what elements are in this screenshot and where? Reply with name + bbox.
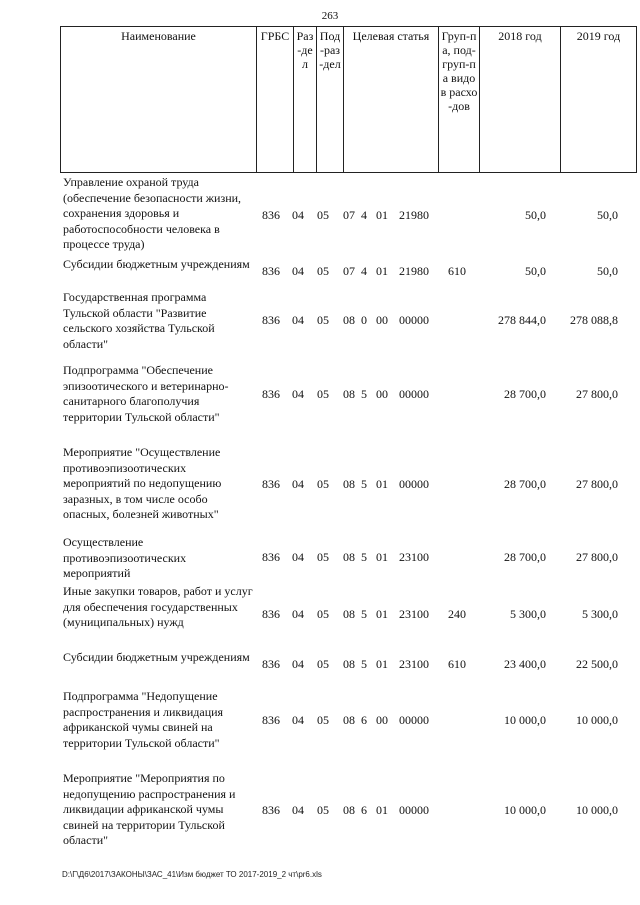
row-2019: 5 300,0 [582,607,618,621]
row-cs-direction: 00000 [399,313,429,327]
row-grbs: 836 [262,803,280,817]
row-2018: 50,0 [525,208,546,222]
row-cs-event: 01 [376,550,388,564]
row-cs-program: 08 [343,550,355,564]
header-razdel: Раз-дел [294,27,317,173]
row-cs-program: 08 [343,657,355,671]
row-name: Субсидии бюджетным учреждениям [63,650,250,664]
row-cs-event: 01 [376,477,388,491]
row-2019: 10 000,0 [576,803,618,817]
row-cs-direction: 00000 [399,477,429,491]
row-vr: 610 [448,657,466,671]
row-cs-program: 08 [343,477,355,491]
row-cs-subprogram: 6 [361,713,367,727]
row-grbs: 836 [262,208,280,222]
row-cs-subprogram: 5 [361,550,367,564]
row-name: Мероприятие "Осуществление противоэпизоотических мероприятий по недопущению заразных, в том числе особо опасных, болезней животных" [63,445,222,521]
row-name: Управление охраной труда (обеспечение безопасности жизни, сохранения здоровья и работоспособности человека в процессе труда) [63,175,242,251]
row-cs-event: 00 [376,387,388,401]
row-podrazdel: 05 [317,713,329,727]
header-celevaya: Целевая статья [344,27,439,173]
header-2019: 2019 год [561,27,637,173]
row-cs-program: 07 [343,264,355,278]
row-2018: 278 844,0 [498,313,546,327]
row-cs-event: 01 [376,208,388,222]
row-razdel: 04 [292,477,304,491]
row-razdel: 04 [292,208,304,222]
row-name: Субсидии бюджетным учреждениям [63,257,250,271]
page-number: 263 [321,10,339,22]
row-razdel: 04 [292,803,304,817]
row-podrazdel: 05 [317,387,329,401]
row-name: Иные закупки товаров, работ и услуг для обеспечения государственных (муниципальных) нужд [63,584,253,629]
row-2019: 50,0 [597,208,618,222]
row-cs-direction: 21980 [399,208,429,222]
row-podrazdel: 05 [317,264,329,278]
row-cs-event: 01 [376,803,388,817]
row-2019: 27 800,0 [576,550,618,564]
row-cs-subprogram: 5 [361,477,367,491]
row-2018: 23 400,0 [504,657,546,671]
row-cs-subprogram: 4 [361,208,367,222]
row-cs-program: 07 [343,208,355,222]
row-cs-program: 08 [343,713,355,727]
row-cs-event: 01 [376,264,388,278]
row-2018: 5 300,0 [510,607,546,621]
row-name: Подпрограмма "Обеспечение эпизоотического и ветеринарно-санитарного благополучия территории Тульской области" [63,363,229,424]
row-razdel: 04 [292,657,304,671]
row-podrazdel: 05 [317,313,329,327]
row-cs-direction: 23100 [399,657,429,671]
row-2019: 27 800,0 [576,477,618,491]
row-2019: 22 500,0 [576,657,618,671]
row-name: Осуществление противоэпизоотических мероприятий [63,535,187,580]
row-razdel: 04 [292,607,304,621]
row-cs-direction: 00000 [399,387,429,401]
row-cs-subprogram: 0 [361,313,367,327]
header-gruppa: Груп-па, под-груп-па видов расхо-дов [439,27,480,173]
row-cs-direction: 23100 [399,550,429,564]
row-cs-direction: 00000 [399,713,429,727]
row-cs-event: 00 [376,713,388,727]
row-cs-program: 08 [343,313,355,327]
row-name: Мероприятие "Мероприятия по недопущению распространения и ликвидации африканской чумы свиней на территории Тульской области" [63,771,236,847]
row-grbs: 836 [262,607,280,621]
row-2018: 10 000,0 [504,713,546,727]
row-razdel: 04 [292,387,304,401]
row-cs-direction: 00000 [399,803,429,817]
row-cs-program: 08 [343,387,355,401]
row-2018: 28 700,0 [504,477,546,491]
row-cs-event: 01 [376,607,388,621]
row-cs-program: 08 [343,803,355,817]
row-podrazdel: 05 [317,607,329,621]
row-2019: 10 000,0 [576,713,618,727]
row-cs-subprogram: 4 [361,264,367,278]
row-2019: 50,0 [597,264,618,278]
row-cs-subprogram: 5 [361,657,367,671]
row-vr: 610 [448,264,466,278]
row-2018: 10 000,0 [504,803,546,817]
row-cs-subprogram: 5 [361,607,367,621]
header-2018: 2018 год [480,27,561,173]
row-cs-subprogram: 6 [361,803,367,817]
row-cs-direction: 23100 [399,607,429,621]
row-grbs: 836 [262,477,280,491]
row-2018: 28 700,0 [504,387,546,401]
row-podrazdel: 05 [317,657,329,671]
row-2018: 50,0 [525,264,546,278]
footer-file-path: D:\Г\Д6\2017\ЗАКОНЫ\ЗАС_41\Изм бюджет ТО 2017-2019_2 чт\pr6.xls [62,870,322,879]
row-podrazdel: 05 [317,803,329,817]
row-cs-direction: 21980 [399,264,429,278]
row-grbs: 836 [262,657,280,671]
row-podrazdel: 05 [317,550,329,564]
header-podrazdel: Под-раз-дел [317,27,344,173]
row-razdel: 04 [292,550,304,564]
row-grbs: 836 [262,313,280,327]
row-grbs: 836 [262,550,280,564]
row-vr: 240 [448,607,466,621]
row-cs-event: 00 [376,313,388,327]
header-name: Наименование [61,27,257,173]
row-cs-subprogram: 5 [361,387,367,401]
row-podrazdel: 05 [317,477,329,491]
row-grbs: 836 [262,713,280,727]
row-grbs: 836 [262,387,280,401]
row-razdel: 04 [292,713,304,727]
row-2018: 28 700,0 [504,550,546,564]
row-grbs: 836 [262,264,280,278]
row-razdel: 04 [292,313,304,327]
header-grbs: ГРБС [257,27,294,173]
row-name: Государственная программа Тульской области "Развитие сельского хозяйства Тульской области" [63,290,215,351]
row-2019: 27 800,0 [576,387,618,401]
row-2019: 278 088,8 [570,313,618,327]
row-razdel: 04 [292,264,304,278]
row-name: Подпрограмма "Недопущение распространения и ликвидация африканской чумы свиней на территории Тульской области" [63,689,224,750]
row-cs-event: 01 [376,657,388,671]
row-cs-program: 08 [343,607,355,621]
row-podrazdel: 05 [317,208,329,222]
